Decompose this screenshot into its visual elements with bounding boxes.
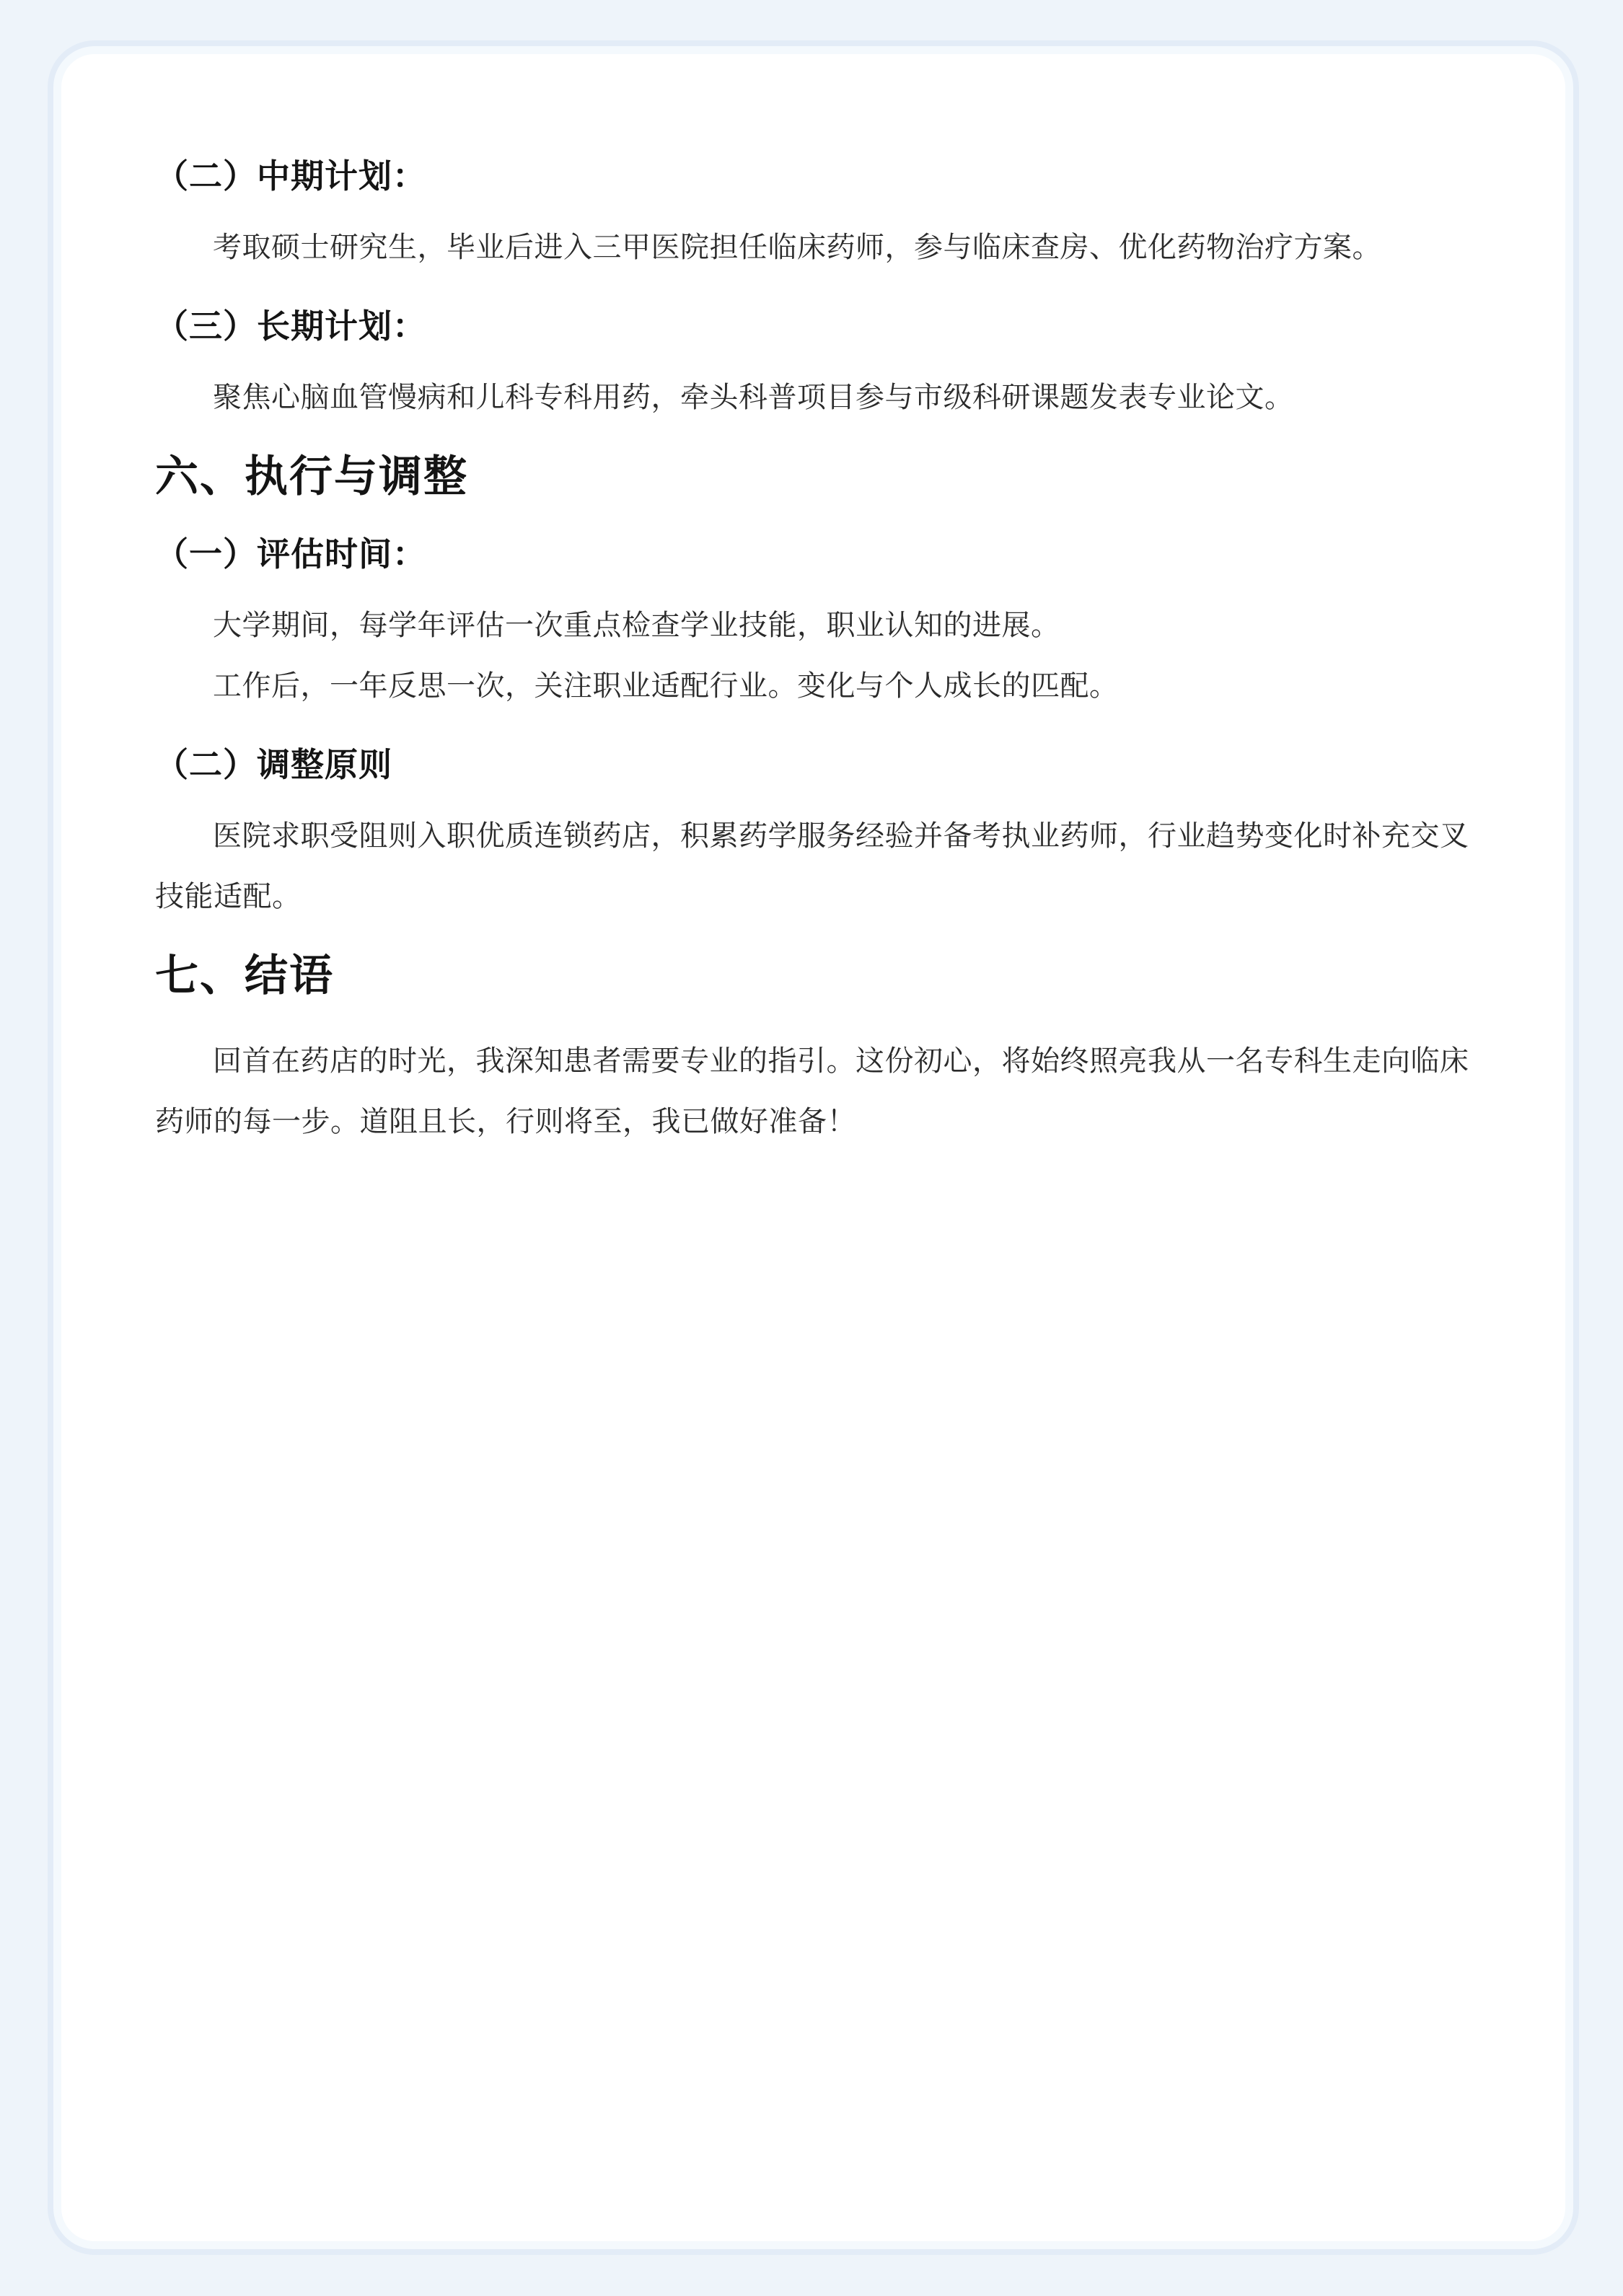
document-content [155, 154, 1490, 1152]
sub-heading: （一）评估时间： [155, 535, 426, 573]
section-heading: 六、执行与调整 [155, 452, 468, 501]
body-paragraph: 工作后，一年反思一次，关注职业适配行业。变化与个人成长的匹配。 [213, 670, 1119, 702]
sub-heading: （二）中期计划： [155, 157, 426, 195]
sub-heading: （二）调整原则 [155, 746, 392, 783]
body-paragraph: 聚焦心脑血管慢病和儿科专科用药，牵头科普项目参与市级科研课题发表专业论文。 [213, 382, 1294, 413]
body-paragraph: 回首在药店的时光，我深知患者需要专业的指引。这份初心，将始终照亮我从一名专科生走向临床药师的每一步。道阻且长，行则将至，我已做好准备！ [155, 1045, 1469, 1138]
body-paragraph: 大学期间，每学年评估一次重点检查学业技能，职业认知的进展。 [213, 610, 1060, 641]
body-paragraph: 医院求职受阻则入职优质连锁药店，积累药学服务经验并备考执业药师，行业趋势变化时补充交叉技能适配。 [155, 820, 1469, 912]
section-heading: 七、结语 [155, 951, 334, 1000]
sub-heading: （三）长期计划： [155, 307, 426, 345]
document-card [61, 54, 1565, 2241]
body-paragraph: 考取硕士研究生，毕业后进入三甲医院担任临床药师，参与临床查房、优化药物治疗方案。 [213, 232, 1381, 263]
